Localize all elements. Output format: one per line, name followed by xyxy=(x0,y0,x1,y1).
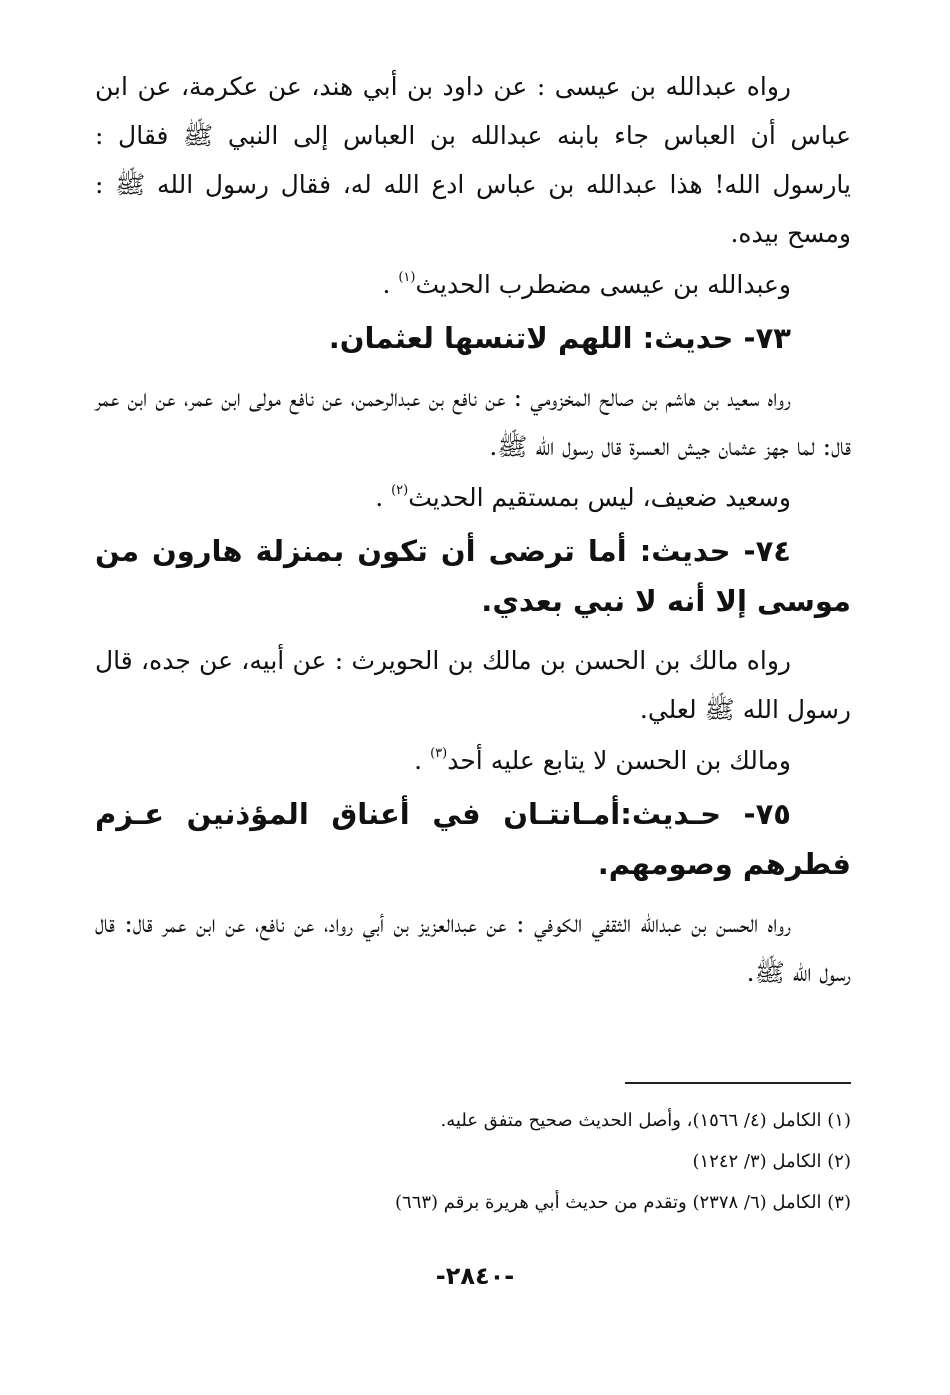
grading-end: . xyxy=(414,746,431,775)
paragraph-grading-3 xyxy=(95,736,851,785)
hadith-heading-74: ٧٤- حديث: أما ترضى أن تكون بمنزلة هارون من موسى إلا أنه لا نبي بعدي. xyxy=(95,534,851,618)
paragraph-grading-1 xyxy=(95,260,851,309)
footnote-ref-2: (٢) xyxy=(391,483,409,498)
paragraph-grading-2 xyxy=(95,473,851,522)
grading-end: . xyxy=(375,483,392,512)
footnote-2: (٢) الكامل (٣/ ١٢٤٢) xyxy=(692,1151,851,1172)
hadith-heading-75: ٧٥- حـديث:أمـانتـان في أعناق المؤذنين عـزم فطرهم وصومهم. xyxy=(95,797,851,881)
footnote-3: (٣) الكامل (٦/ ٢٣٧٨) وتقدم من حديث أبي هريرة برقم (٦٦٣) xyxy=(395,1192,851,1213)
footnote-ref-3: (٣) xyxy=(430,746,448,761)
footnote-divider xyxy=(625,1082,851,1084)
grading-text: وسعيد ضعيف، ليس بمستقيم الحديث xyxy=(408,483,791,512)
footnote-ref-1: (١) xyxy=(398,270,416,285)
hadith-heading-73: ٧٣- حديث: اللهم لاتنسها لعثمان. xyxy=(328,321,791,355)
paragraph-narration-1: رواه عبدالله بن عيسى : عن داود بن أبي هند، عن عكرمة، عن ابن عباس أن العباس جاء بابنه عبدالله بن العباس إلى النبي ﷺ فقال : يارسول الله! هذا عبدالله بن عباس ادع الله له، فقال رسول الله ﷺ : ومسح بيده. xyxy=(95,72,851,248)
grading-text: وعبدالله بن عيسى مضطرب الحديث xyxy=(415,270,791,299)
paragraph-narration-4: رواه الحسن بن عبدالله الثقفي الكوفي : عن عبدالعزيز بن أبي رواد، عن نافع، عن ابن عمر قال: قال رسول الله ﷺ. xyxy=(95,909,851,987)
footnotes xyxy=(95,1100,851,1223)
paragraph-narration-2: رواه سعيد بن هاشم بن صالح المخزومي : عن نافع بن عبدالرحمن، عن نافع مولى ابن عمر، عن ابن عمر قال: لما جهز عثمان جيش العسرة قال رسول الله ﷺ. xyxy=(95,383,851,461)
grading-end: . xyxy=(382,270,399,299)
page-number: -٢٨٤٠- xyxy=(435,1262,515,1290)
footnote-1: (١) الكامل (٤/ ١٥٦٦)، وأصل الحديث صحيح متفق عليه. xyxy=(440,1110,851,1131)
grading-text: ومالك بن الحسن لا يتابع عليه أحد xyxy=(447,746,791,775)
main-text xyxy=(95,62,851,997)
paragraph-narration-3: رواه مالك بن الحسن بن مالك بن الحويرث : عن أبيه، عن جده، قال رسول الله ﷺ لعلي. xyxy=(95,646,851,724)
